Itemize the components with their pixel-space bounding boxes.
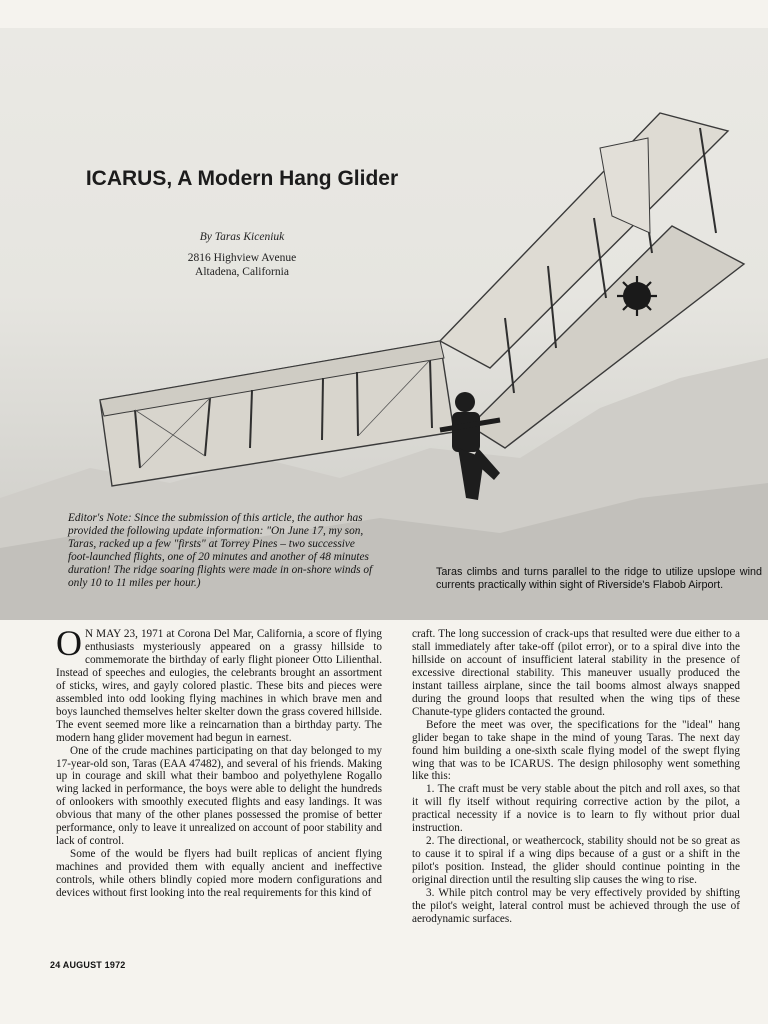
article-paragraph: One of the crude machines participating on that day belonged to my 17-year-old son, Taras (EAA 47482), and several of his friends. Making up in courage and skill what their bamboo and polyethylene Rogallo wing lacked in performance, the boys were able to delight the hundreds of onlookers with smoothly executed flights and easy landings. It was obvious that many of the other planes possessed the promise of better performance, only to leave it unrealized on account of poor stability and lack of control. (56, 744, 382, 848)
editors-note: Editor's Note: Since the submission of this article, the author has provided the following update information: "On June 17, my son, Taras, racked up a few "firsts" at Torrey Pines – two successive foot-launched flights, one of 20 minutes and another of 48 minutes duration! The ridge soaring flights were made in on-shore winds of only 10 to 11 miles per hour.) (68, 512, 373, 589)
author-address (62, 251, 422, 279)
article-column-right (412, 628, 740, 926)
glider-photo (0, 28, 768, 620)
sun-rays (617, 276, 657, 316)
lead-text: at Corona Del Mar, California, a score of flying enthusiasts mysteriously appeared on a grassy hillside to commemorate the birthday of early flight pioneer Otto Lilienthal. Instead of speeches and eulogies, the celebrants brought an assortment of sticks, wires, and gayly colored plastic. These bits and pieces were assembled into odd looking flying machines in which brave men and boys launched themselves helter skelter down the grass covered hillside. The event seemed more like a reincarnation than a birthday party. The modern hang glider movement had begun in earnest. (56, 628, 382, 744)
address-line-2: Altadena, California (195, 266, 289, 278)
article-paragraph: 3. While pitch control may be very effectively provided by shifting the pilot's weight, lateral control must be achieved through the use of aerodynamic surfaces. (412, 887, 740, 925)
page-folio: 24 AUGUST 1972 (50, 960, 126, 970)
article-paragraph: craft. The long succession of crack-ups that resulted were due either to a stall immediately after take-off (pilot error), or to a spiral dive into the hillside on account of insufficient lateral stability in the presence of excessive directional stability. This maneuver usually produced the instant tailless airplane, since the tail booms almost always snapped during the ground loops that resulted when the wing tips of these Chanute-type gliders contacted the ground. (412, 628, 740, 718)
article-title: ICARUS, A Modern Hang Glider (85, 167, 399, 190)
lead-smallcaps: N MAY 23, 1971 (85, 628, 164, 640)
article-paragraph: Some of the would be flyers had built replicas of ancient flying machines and provided them with equally ancient and ineffective controls, while others blindly copied more modern configurations and devices without first looking into the real requirements for this kind of (56, 848, 382, 900)
byline: By Taras Kiceniuk (199, 231, 285, 243)
article-paragraph: 2. The directional, or weathercock, stability should not be so great as to cause it to spiral if a wing dips because of a gust or a shift in the pilot's position. Instead, the glider should continue pointing in the original direction until the resulting slip causes the wing to rise. (412, 835, 740, 887)
article-paragraph: Before the meet was over, the specifications for the "ideal" hang glider began to take shape in the mind of young Taras. The next day found him building a one-sixth scale flying model of the swept flying wing that was to be ICARUS. The design philosophy went something like this: (412, 718, 740, 783)
photo-caption: Taras climbs and turns parallel to the ridge to utilize upslope wind currents practically within sight of Riverside's Flabob Airport. (436, 566, 762, 591)
article-paragraph: 1. The craft must be very stable about the pitch and roll axes, so that it will fly itself without requiring corrective action by the pilot, a practical necessity if a novice is to learn to fly without prior dual instruction. (412, 783, 740, 835)
drop-cap: O (56, 623, 82, 663)
article-paragraph (56, 623, 382, 745)
article-column-left (56, 623, 382, 900)
address-line-1: 2816 Highview Avenue (187, 252, 297, 264)
